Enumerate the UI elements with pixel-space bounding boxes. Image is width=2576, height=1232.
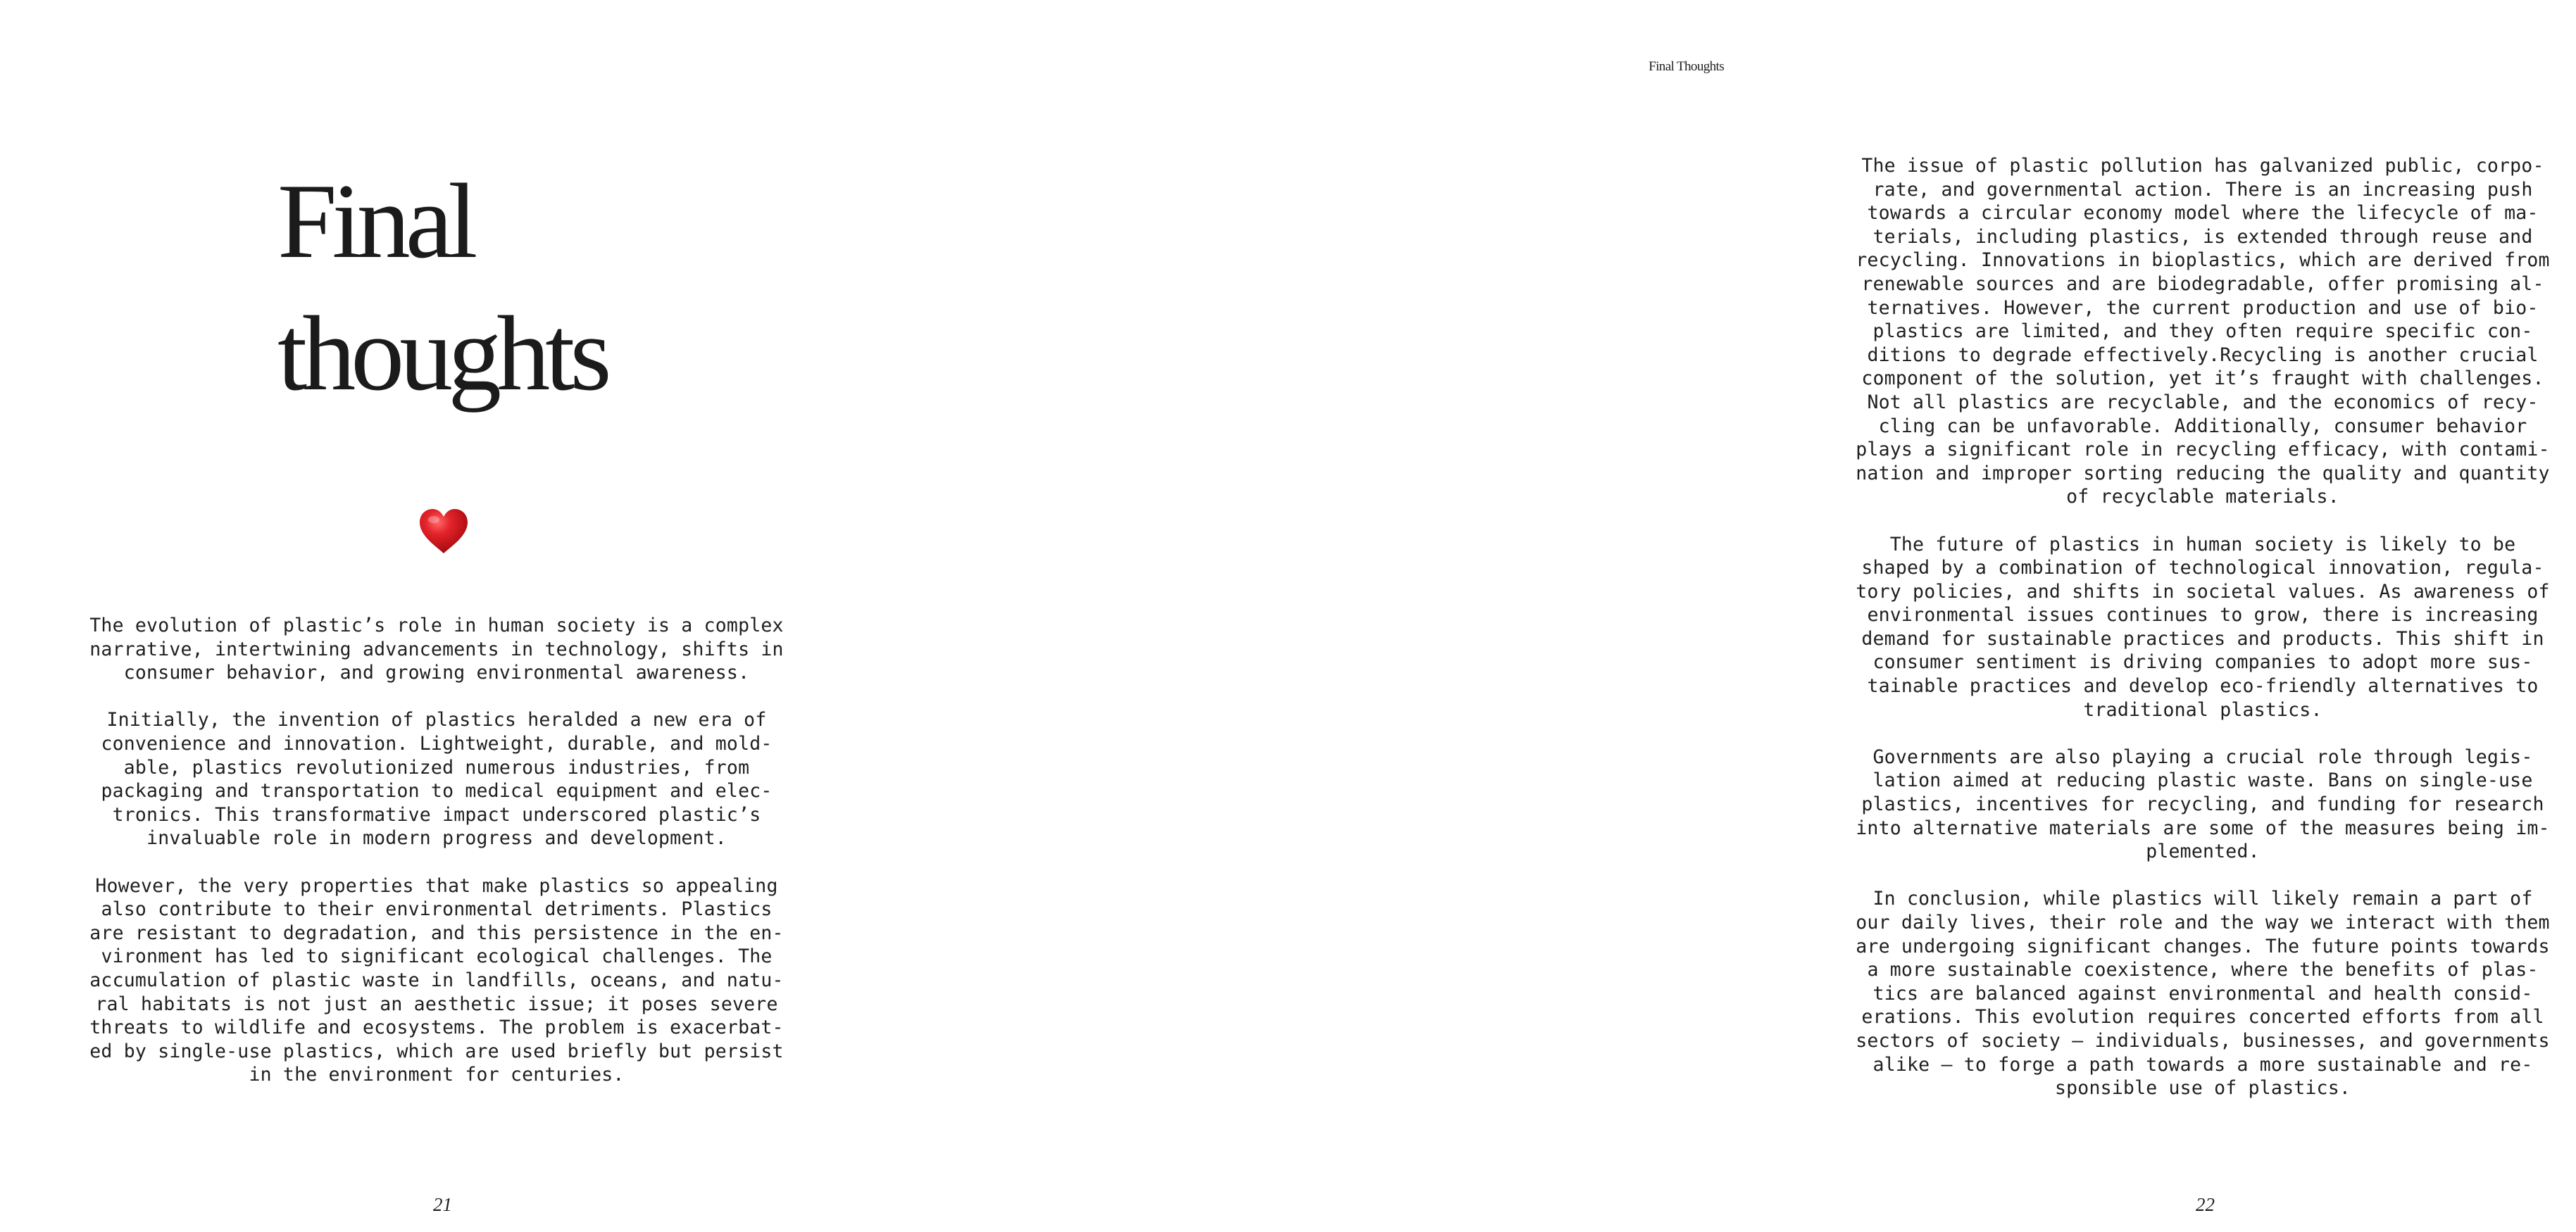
page-title [277, 155, 607, 420]
page-number-right: 22 [2196, 1194, 2215, 1215]
paragraph: The future of plastics in human society is likely to be shaped by a combination of technological innovation, regula- tory policies, and shifts in societal values. As awareness of environmental issues continues to grow, there is increasing demand for sustainable practices and products. This shift in consumer sentiment is driving companies to adopt more sus- tainable practices and develop eco-friendly alternatives to traditional plastics. [1856, 533, 2550, 721]
heart-icon [417, 507, 470, 556]
left-body-text [70, 614, 803, 1087]
paragraph: In conclusion, while plastics will likely remain a part of our daily lives, their role and the way we interact with them are undergoing significant changes. The future points towards a more sustainable coexistence, where the benefits of plas- tics are balanced against environmental and health consid- erations. This evolution requires concerted efforts from all sectors of society – individuals, businesses, and governments alike – to forge a path towards a more sustainable and re- sponsible use of plastics. [1856, 888, 2550, 1100]
right-page [880, 0, 2550, 1232]
page-number-left: 21 [433, 1194, 452, 1215]
left-page [0, 0, 880, 1232]
paragraph: Initially, the invention of plastics heralded a new era of convenience and innovation. Lightweight, durable, and mold- able, plastics revolutionized numerous industries, from packaging and transportation to medical equipment and elec- tronics. This transformative impact underscored plastic’s invaluable role in modern progress and development. [101, 709, 773, 850]
running-header: Final Thoughts [1649, 59, 1724, 74]
title-line-1: Final [277, 162, 473, 280]
title-line-2: thoughts [277, 294, 607, 413]
paragraph: The evolution of plastic’s role in human society is a complex narrative, intertwining advancements in technology, shifts in consumer behavior, and growing environmental awareness. [89, 615, 784, 684]
paragraph: Governments are also playing a crucial role through legis- lation aimed at reducing plastic waste. Bans on single-use plastics, incentives for recycling, and funding for research into alternative materials are some of the measures being im- plemented. [1856, 746, 2550, 863]
paragraph: However, the very properties that make plastics so appealing also contribute to their environmental detriments. Plastics are resistant to degradation, and this persistence in the en- vironment has led to significant ecological challenges. The accumulation of plastic waste in landfills, oceans, and natu- ral habitats is not just an aesthetic issue; it poses severe threats to wildlife and ecosystems. The problem is exacerbat- ed by single-use plastics, which are used briefly but persist in the environment for centuries. [89, 874, 784, 1086]
paragraph: The issue of plastic pollution has galvanized public, corpo- rate, and governmental action. There is an increasing push towards a circular economy model where the lifecycle of ma- terials, including plastics, is extended through reuse and recycling. Innovations in bioplastics, which are derived from renewable sources and are biodegradable, offer promising al- ternatives. However, the current production and use of bio- plastics are limited, and they often require specific con- ditions to degrade effectively.Recycling is another crucial component of the solution, yet it’s fraught with challenges. Not all plastics are recyclable, and the economics of recy- cling can be unfavorable. Additionally, consumer behavior plays a significant role in recycling efficacy, with contami- nation and improper sorting reducing the quality and quantity of recyclable materials. [1856, 155, 2550, 508]
right-body-text [1830, 154, 2576, 1100]
